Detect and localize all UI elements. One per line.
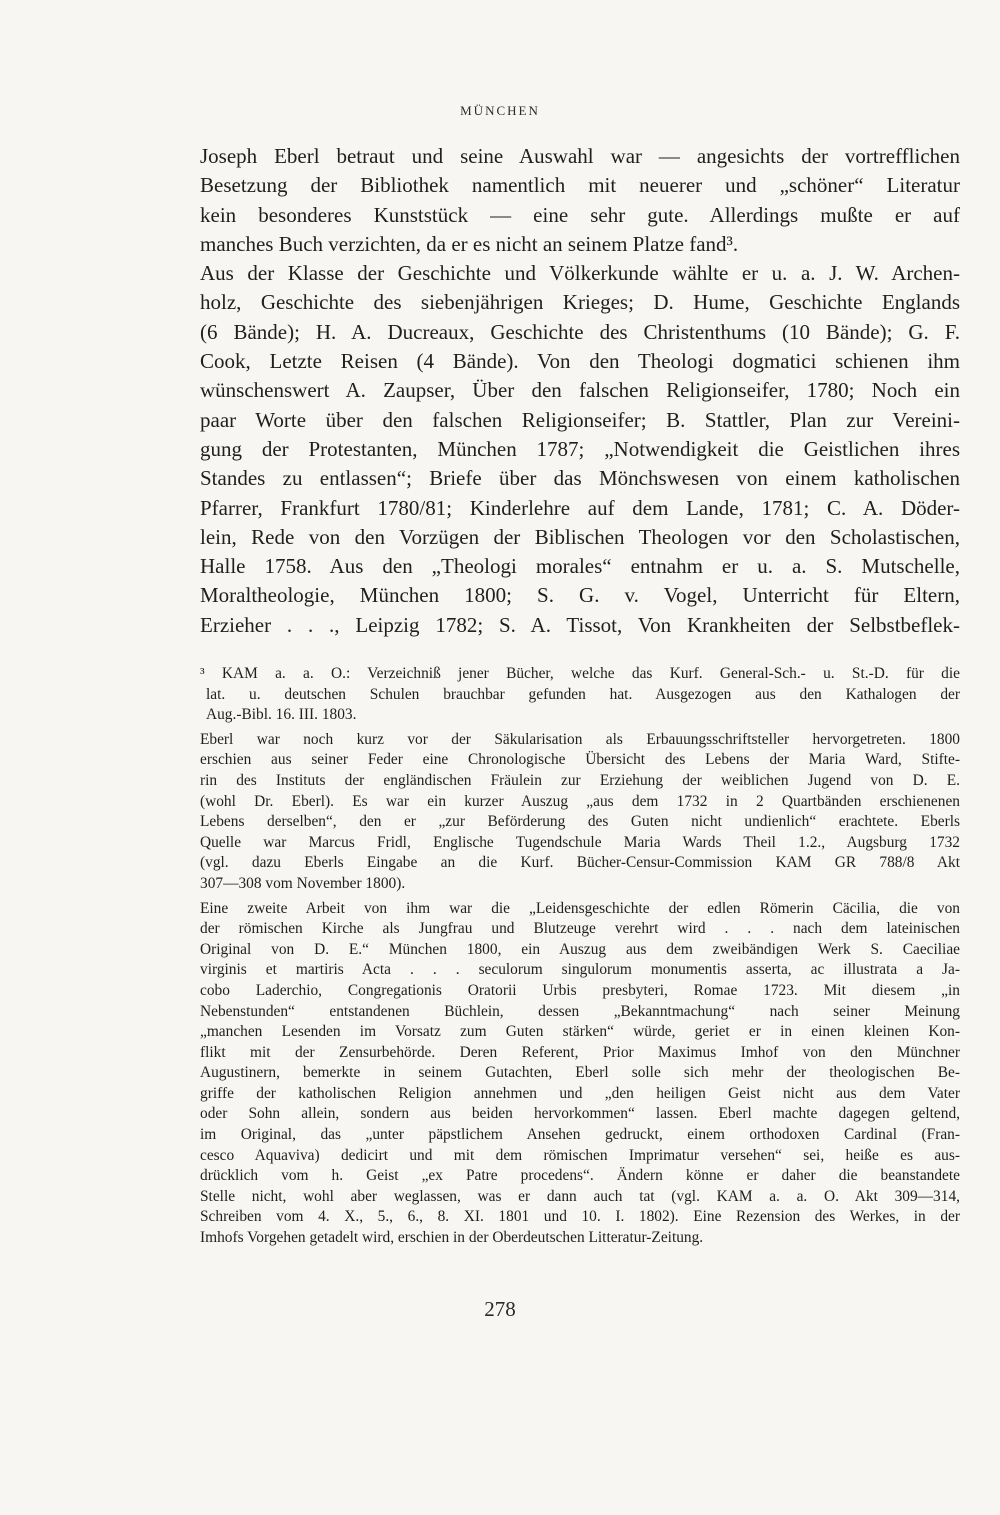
main-text-line: manches Buch verzichten, da er es nicht an seinem Platze fand³.	[200, 231, 739, 256]
footnote-line: cobo Laderchio, Congregationis Oratorii Urbis presbyteri, Romae 1723. Mit diesem „in	[200, 981, 960, 999]
footnote-line: (vgl. dazu Eberls Eingabe an die Kurf. Bücher-Censur-Commission KAM GR 788/8 Akt	[200, 854, 960, 872]
footnote-line: virginis et martiris Acta . . . seculorum singulorum monumentis asserta, ac illustrata a Ja-	[200, 961, 960, 979]
footnote-line: Eberl war noch kurz vor der Säkularisation als Erbauungsschriftsteller hervorgetreten. 1800	[200, 730, 960, 748]
footnote-line: lat. u. deutschen Schulen brauchbar gefunden hat. Ausgezogen aus den Kathalogen der	[206, 685, 960, 703]
main-text-line: Erzieher . . ., Leipzig 1782; S. A. Tissot, Von Krankheiten der Selbstbeflek-	[200, 612, 960, 637]
footnote-line: im Original, das „unter päpstlichem Ansehen gedruckt, einem orthodoxen Cardinal (Fran-	[200, 1126, 960, 1144]
footnote-line: (wohl Dr. Eberl). Es war ein kurzer Auszug „aus dem 1732 in 2 Quartbänden erschienenen	[200, 792, 960, 810]
main-text-line: Joseph Eberl betraut und seine Auswahl war — angesichts der vortrefflichen	[200, 144, 960, 168]
footnote-line: griffe der katholischen Religion annehmen und „den heiligen Geist nicht aus dem Vater	[200, 1084, 960, 1102]
main-text-line: Pfarrer, Frankfurt 1780/81; Kinderlehre auf dem Lande, 1781; C. A. Döder-	[200, 495, 960, 520]
main-text-line: Moraltheologie, München 1800; S. G. v. Vogel, Unterricht für Eltern,	[200, 583, 960, 608]
footnote-line: Nebenstunden“ entstandenen Büchlein, dessen „Bekanntmachung“ nach seiner Meinung	[200, 1002, 960, 1020]
main-text-line: kein besonderes Kunststück — eine sehr gute. Allerdings mußte er auf	[200, 202, 960, 227]
footnote-line: Quelle war Marcus Fridl, Englische Tugendschule Maria Wards Theil 1.2., Augsburg 1732	[200, 833, 960, 851]
footnote-line: der römischen Kirche als Jungfrau und Blutzeuge verehrt wird . . . nach dem lateinischen	[200, 920, 960, 938]
page-number: 278	[484, 1297, 516, 1321]
footnote-paragraph	[200, 664, 960, 726]
main-text-line: holz, Geschichte des siebenjährigen Krieges; D. Hume, Geschichte Englands	[200, 290, 960, 315]
footnote-line: Augustinern, bemerkte in seinem Gutachten, Eberl solle sich mehr der theologischen Be-	[200, 1064, 960, 1082]
main-text-line: Besetzung der Bibliothek namentlich mit neuerer und „schöner“ Literatur	[200, 173, 960, 198]
footnote-line: Original von D. E.“ München 1800, ein Auszug aus dem zweibändigen Werk S. Caeciliae	[200, 940, 960, 958]
main-text-line: (6 Bände); H. A. Ducreaux, Geschichte des Christenthums (10 Bände); G. F.	[200, 319, 960, 344]
footnote-line: Imhofs Vorgehen getadelt wird, erschien in der Oberdeutschen Litteratur-Zeitung.	[200, 1229, 704, 1247]
footnote-line: drücklich vom h. Geist „ex Patre procedens“. Ändern könne er daher die beanstandete	[200, 1167, 960, 1185]
main-text-line: Cook, Letzte Reisen (4 Bände). Von den Theologi dogmatici schienen ihm	[200, 349, 960, 374]
footnotes	[200, 664, 960, 1249]
footnote-line: „manchen Lesenden im Vorsatz zum Guten stärken“ würde, geriet er in einen kleinen Kon-	[200, 1023, 960, 1041]
footnote-paragraph	[200, 899, 960, 1249]
footnote-line: oder Sohn allein, sondern aus beiden hervorkommen“ lassen. Eberl machte dagegen geltend,	[200, 1105, 960, 1123]
main-text	[200, 142, 960, 640]
footnote-line: Eine zweite Arbeit von ihm war die „Leidensgeschichte der edlen Römerin Cäcilia, die von	[200, 899, 960, 917]
footnote-line: Aug.-Bibl. 16. III. 1803.	[206, 706, 357, 724]
main-text-line: wünschenswert A. Zaupser, Über den falschen Religionseifer, 1780; Noch ein	[200, 378, 960, 403]
footnote-line: Stelle nicht, wohl aber weglassen, was er dann auch tat (vgl. KAM a. a. O. Akt 309—314,	[200, 1187, 960, 1205]
main-text-line: lein, Rede von den Vorzügen der Biblischen Theologen vor den Scholastischen,	[200, 524, 960, 549]
main-text-line: Halle 1758. Aus den „Theologi morales“ entnahm er u. a. S. Mutschelle,	[200, 554, 960, 579]
footnote-line: Schreiben vom 4. X., 5., 6., 8. XI. 1801 und 10. I. 1802). Eine Rezension des Werkes, in der	[200, 1208, 960, 1226]
running-head: MÜNCHEN	[460, 103, 540, 118]
footnote-line: flikt mit der Zensurbehörde. Deren Referent, Prior Maximus Imhof von den Münchner	[200, 1043, 960, 1061]
footnote-paragraph	[200, 730, 960, 895]
main-text-line: paar Worte über den falschen Religionseifer; B. Stattler, Plan zur Vereini-	[200, 407, 960, 432]
main-text-line: gung der Protestanten, München 1787; „Notwendigkeit die Geistlichen ihres	[200, 436, 960, 461]
footnote-line: rin des Instituts der engländischen Fräulein zur Erziehung der weiblichen Jugend von D. E.	[200, 771, 960, 789]
footnote-line: Lebens derselben“, den er „zur Beförderung des Guten nicht undienlich“ erachtete. Eberls	[200, 813, 960, 831]
footnote-line: ³ KAM a. a. O.: Verzeichniß jener Bücher, welche das Kurf. General-Sch.- u. St.-D. für die	[200, 665, 960, 682]
footnote-line: erschien aus seiner Feder eine Chronologische Übersicht des Lebens der Maria Ward, Stifte-	[200, 751, 960, 769]
main-text-line: Aus der Klasse der Geschichte und Völkerkunde wählte er u. a. J. W. Archen-	[200, 261, 960, 286]
footnote-line: cesco Aquaviva) dedicirt und mit dem römischen Imprimatur versehen“ sei, heiße es aus-	[200, 1146, 960, 1164]
main-text-line: Standes zu entlassen“; Briefe über das Mönchswesen von einem katholischen	[200, 466, 960, 491]
footnote-line: 307—308 vom November 1800).	[200, 874, 406, 892]
